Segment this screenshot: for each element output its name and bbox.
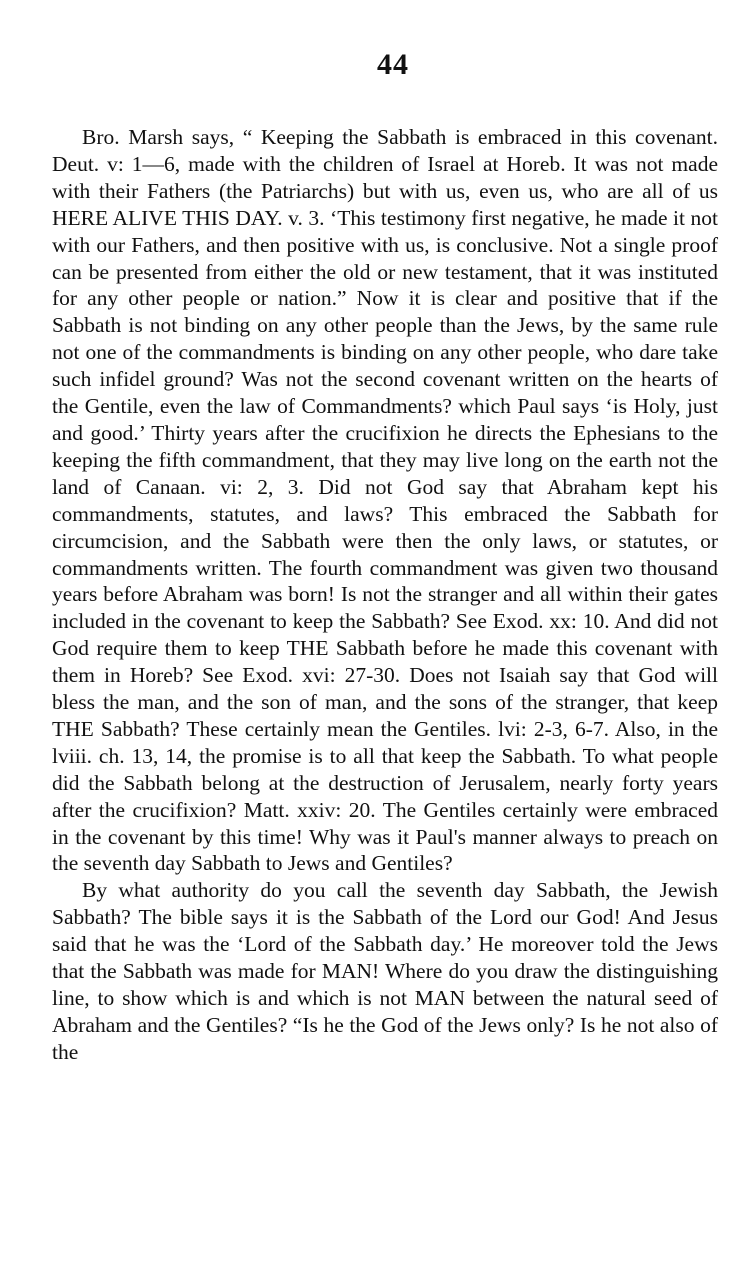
page-number xyxy=(52,50,718,80)
paragraph-1: Bro. Marsh says, “ Keeping the Sabbath is embraced in this covenant. Deut. v: 1—6, made with the children of Israel at Horeb. It was not made with their Fathers (the Patriarchs) but with us, even us, who are all of us HERE ALIVE THIS DAY. v. 3. ‘This testimony first negative, he made it not with our Fathers, and then positive with us, is conclusive. Not a single proof can be presented from either the old or new testament, that it was instituted for any other people or nation.” Now it is clear and positive that if the Sabbath is not binding on any other people than the Jews, by the same rule not one of the commandments is binding on any other people, who dare take such infidel ground? Was not the second covenant written on the hearts of the Gentile, even the law of Commandments? which Paul says ‘is Holy, just and good.’ Thirty years after the crucifixion he directs the Ephesians to the keeping the fifth commandment, that they may live long on the earth not the land of Canaan. vi: 2, 3. Did not God say that Abraham kept his commandments, statutes, and laws? This embraced the Sabbath for circumcision, and the Sabbath were then the only laws, or statutes, or commandments written. The fourth commandment was given two thousand years before Abraham was born! Is not the stranger and all within their gates included in the covenant to keep the Sabbath? See Exod. xx: 10. And did not God require them to keep THE Sabbath before he made this covenant with them in Horeb? See Exod. xvi: 27-30. Does not Isaiah say that God will bless the man, and the son of man, and the sons of the stranger, that keep THE Sabbath? These certainly mean the Gentiles. lvi: 2-3, 6-7. Also, in the lviii. ch. 13, 14, the promise is to all that keep the Sabbath. To what people did the Sabbath belong at the destruction of Jerusalem, nearly forty years after the crucifixion? Matt. xxiv: 20. The Gentiles certainly were embraced in the covenant by this time! Why was it Paul's manner always to preach on the seventh day Sabbath to Jews and Gentiles? xyxy=(52,125,718,876)
paragraph-2: By what authority do you call the seventh day Sabbath, the Jewish Sabbath? The bible says it is the Sabbath of the Lord our God! And Jesus said that he was the ‘Lord of the Sabbath day.’ He moreover told the Jews that the Sabbath was made for MAN! Where do you draw the distinguishing line, to show which is and which is not MAN between the natural seed of Abraham and the Gentiles? “Is he the God of the Jews only? Is he not also of the xyxy=(52,878,718,1064)
page-number-text: 44 xyxy=(377,48,409,81)
